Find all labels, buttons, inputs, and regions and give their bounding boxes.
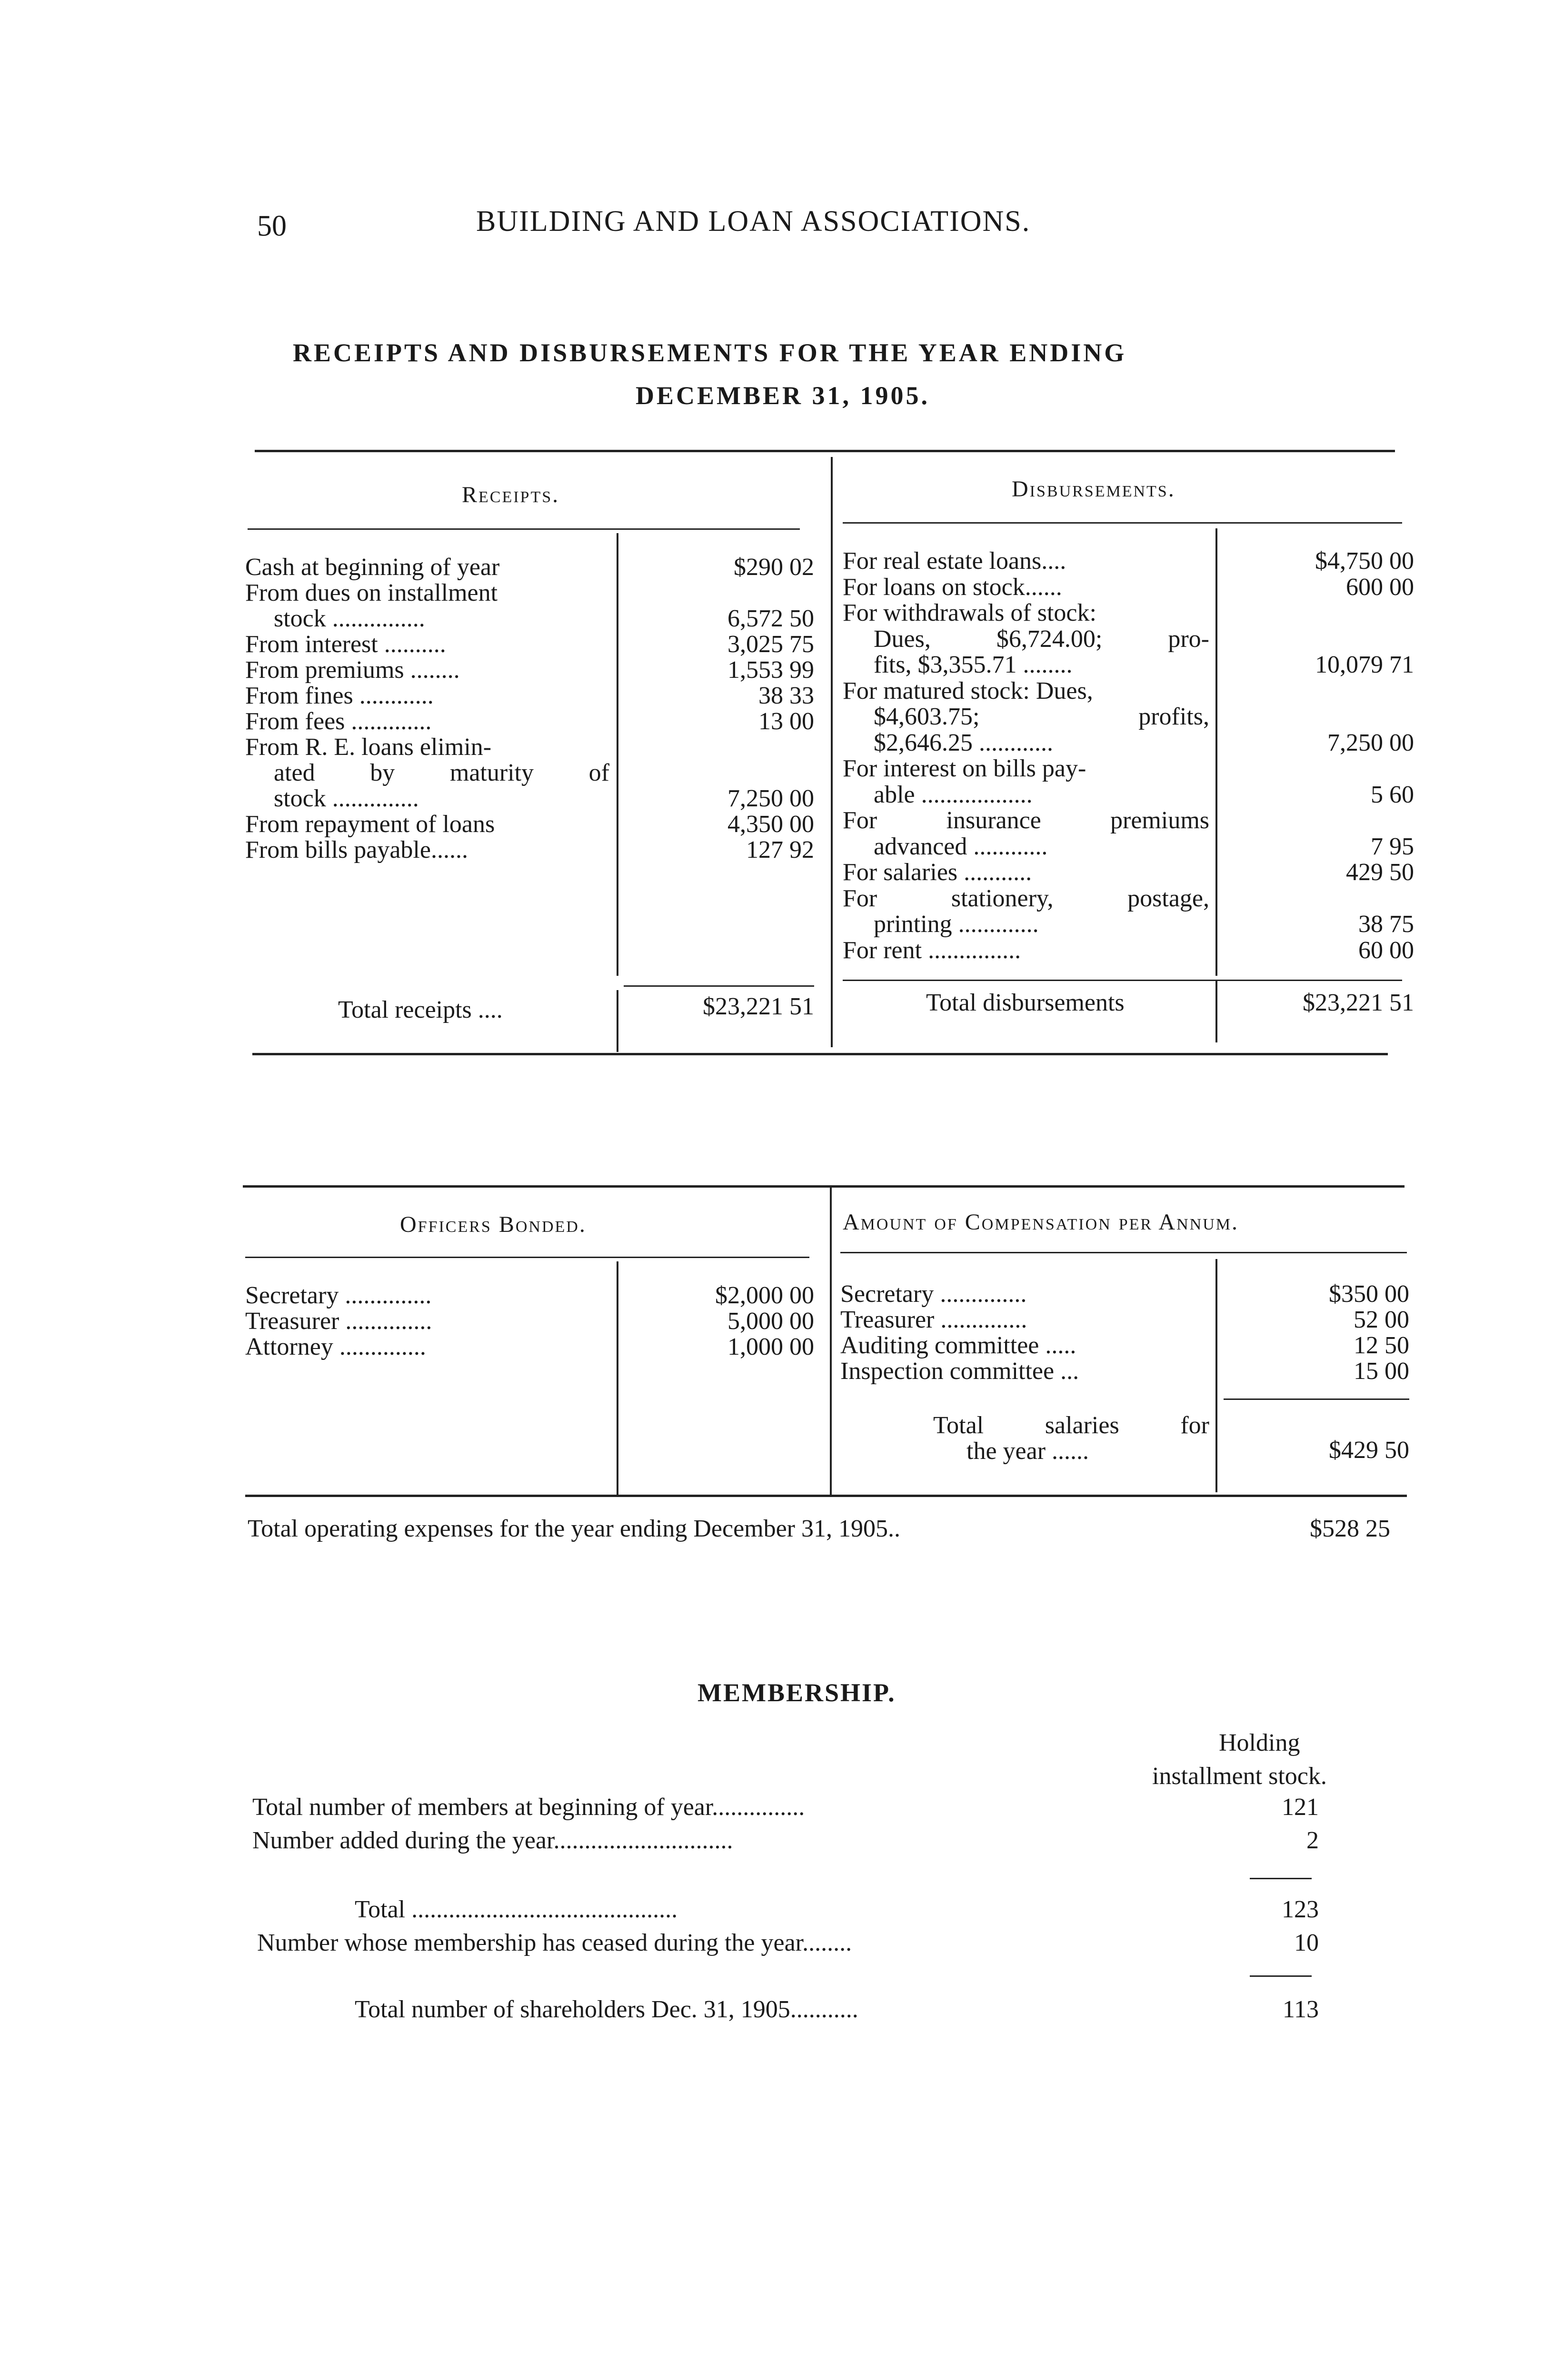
receipts-row-amount: 127 92 <box>746 836 814 863</box>
compensation-heading-rule <box>840 1252 1407 1253</box>
operating-expenses-amount: $528 25 <box>1310 1515 1390 1542</box>
membership-row-label: Total ........................................... <box>355 1896 678 1923</box>
disbursements-total-rule <box>843 980 1402 981</box>
receipts-total-label: Total receipts .... <box>338 996 503 1023</box>
membership-row-value: 2 <box>1306 1827 1319 1854</box>
disbursements-row-label: advanced ............ <box>874 833 1048 860</box>
receipts-row-label: stock .............. <box>274 785 419 812</box>
disbursements-row-amount: 7 95 <box>1371 833 1414 860</box>
disbursements-row-label: $4,603.75; profits, <box>874 703 1209 730</box>
receipts-heading: Receipts. <box>462 482 560 507</box>
compensation-row-amount: $350 00 <box>1329 1280 1409 1308</box>
receipts-row-label: stock ............... <box>274 605 425 632</box>
receipts-row-label: From interest .......... <box>245 631 446 658</box>
compensation-total-label-line2: the year ...... <box>966 1438 1089 1465</box>
officers-top-rule <box>243 1185 1405 1188</box>
page-number: 50 <box>257 210 287 242</box>
receipts-row-label: From repayment of loans <box>245 811 495 838</box>
disbursements-total-amount: $23,221 51 <box>1303 989 1414 1016</box>
disbursements-row-amount: 600 00 <box>1346 573 1414 601</box>
compensation-row-label: Auditing committee ..... <box>840 1332 1076 1359</box>
receipts-row-amount: 38 33 <box>758 682 814 709</box>
membership-row-label: Number added during the year............................. <box>252 1827 733 1854</box>
receipts-row-label: From bills payable...... <box>245 836 468 863</box>
disbursements-total-label: Total disbursements <box>926 989 1125 1016</box>
compensation-row-label: Secretary .............. <box>840 1280 1027 1308</box>
disbursements-row-amount: 7,250 00 <box>1327 729 1414 756</box>
receipts-row-label: From fines ............ <box>245 682 434 709</box>
receipts-row-label: From fees ............. <box>245 708 432 735</box>
officers-row-label: Treasurer .............. <box>245 1308 432 1335</box>
disbursements-row-label: For matured stock: Dues, <box>843 677 1093 704</box>
table-bottom-rule <box>252 1053 1388 1055</box>
receipts-row-amount: 13 00 <box>758 708 814 735</box>
compensation-row-label: Inspection committee ... <box>840 1358 1079 1385</box>
compensation-total-label-line1: Total salaries for <box>933 1412 1209 1439</box>
compensation-amount-divider <box>1215 1259 1217 1492</box>
officers-heading-rule <box>245 1257 809 1258</box>
officers-center-divider <box>830 1188 832 1497</box>
disbursements-row-amount: 10,079 71 <box>1315 651 1414 678</box>
receipts-row-amount: 7,250 00 <box>727 785 814 812</box>
receipts-row-label: From dues on installment <box>245 579 498 606</box>
receipts-row-amount: 1,553 99 <box>727 656 814 684</box>
membership-row-label: Total number of members at beginning of year............... <box>252 1794 805 1821</box>
officers-bonded-heading: Officers Bonded. <box>400 1212 587 1237</box>
receipts-row-label: ated by maturity of <box>274 759 609 786</box>
disbursements-heading-rule <box>843 522 1402 524</box>
membership-row-value: 121 <box>1282 1794 1319 1821</box>
compensation-total-rule <box>1224 1398 1409 1400</box>
receipts-row-amount: 6,572 50 <box>727 605 814 632</box>
disbursements-row-amount: 38 75 <box>1358 911 1414 938</box>
officers-row-amount: 1,000 00 <box>727 1333 814 1360</box>
compensation-total-amount: $429 50 <box>1329 1437 1409 1464</box>
disbursements-row-label: For withdrawals of stock: <box>843 599 1096 626</box>
receipts-total-amount: $23,221 51 <box>703 993 814 1020</box>
officers-row-amount: $2,000 00 <box>715 1282 814 1309</box>
disbursements-row-label: Dues, $6,724.00; pro- <box>874 625 1209 653</box>
compensation-heading: Amount of Compensation per Annum. <box>843 1210 1239 1235</box>
disbursements-row-label: able .................. <box>874 781 1033 808</box>
membership-row-label: Total number of shareholders Dec. 31, 1905........... <box>355 1996 858 2023</box>
compensation-row-label: Treasurer .............. <box>840 1306 1027 1333</box>
table-top-rule <box>255 450 1395 452</box>
disbursements-row-label: For loans on stock...... <box>843 573 1062 601</box>
membership-subtotal-rule <box>1250 1878 1312 1879</box>
membership-title: MEMBERSHIP. <box>697 1678 896 1707</box>
disbursements-row-amount: $4,750 00 <box>1315 547 1414 575</box>
compensation-row-amount: 15 00 <box>1354 1358 1409 1385</box>
table-center-divider <box>831 457 833 1047</box>
receipts-row-label: From premiums ........ <box>245 656 460 684</box>
disbursements-row-amount: 5 60 <box>1371 781 1414 808</box>
operating-expenses-label: Total operating expenses for the year ending December 31, 1905.. <box>248 1515 900 1542</box>
section-title-line1: RECEIPTS AND DISBURSEMENTS FOR THE YEAR ENDING <box>293 338 1127 367</box>
membership-row-value: 10 <box>1294 1929 1319 1956</box>
section-title-line2: DECEMBER 31, 1905. <box>636 381 930 410</box>
disbursements-row-label: printing ............. <box>874 911 1039 938</box>
receipts-row-label: From R. E. loans elimin- <box>245 734 492 761</box>
membership-row-value: 113 <box>1282 1996 1319 2023</box>
disbursements-heading: Disbursements. <box>1012 476 1175 502</box>
disbursements-row-amount: 60 00 <box>1358 936 1414 964</box>
membership-col-header-line1: Holding <box>1219 1729 1300 1756</box>
receipts-amount-divider <box>617 533 618 976</box>
membership-col-header-line2: installment stock. <box>1152 1763 1327 1790</box>
membership-row-value: 123 <box>1282 1896 1319 1923</box>
receipts-row-amount: $290 02 <box>734 554 814 581</box>
receipts-row-label: Cash at beginning of year <box>245 554 500 581</box>
disbursements-amount-divider <box>1215 528 1217 976</box>
officers-amount-divider <box>617 1261 618 1495</box>
receipts-row-amount: 4,350 00 <box>727 811 814 838</box>
disbursements-row-amount: 429 50 <box>1346 859 1414 886</box>
receipts-total-divider <box>617 990 618 1052</box>
membership-row-label: Number whose membership has ceased during the year........ <box>257 1929 852 1956</box>
disbursements-row-label: fits, $3,355.71 ........ <box>874 651 1073 678</box>
disbursements-row-label: For interest on bills pay- <box>843 755 1086 782</box>
compensation-row-amount: 12 50 <box>1354 1332 1409 1359</box>
disbursements-row-label: For real estate loans.... <box>843 547 1066 575</box>
disbursements-row-label: For insurance premiums <box>843 807 1209 834</box>
receipts-total-rule <box>624 985 814 987</box>
compensation-row-amount: 52 00 <box>1354 1306 1409 1333</box>
officers-row-label: Secretary .............. <box>245 1282 432 1309</box>
disbursements-total-divider <box>1215 981 1217 1042</box>
officers-row-label: Attorney .............. <box>245 1333 426 1360</box>
disbursements-row-label: $2,646.25 ............ <box>874 729 1053 756</box>
disbursements-row-label: For rent ............... <box>843 936 1021 964</box>
running-title: BUILDING AND LOAN ASSOCIATIONS. <box>476 205 1031 238</box>
receipts-row-amount: 3,025 75 <box>727 631 814 658</box>
officers-row-amount: 5,000 00 <box>727 1308 814 1335</box>
officers-bottom-rule <box>245 1495 1407 1497</box>
receipts-heading-rule <box>248 528 800 530</box>
disbursements-row-label: For salaries ........... <box>843 859 1032 886</box>
disbursements-row-label: For stationery, postage, <box>843 884 1209 912</box>
membership-total-rule <box>1250 1975 1312 1977</box>
